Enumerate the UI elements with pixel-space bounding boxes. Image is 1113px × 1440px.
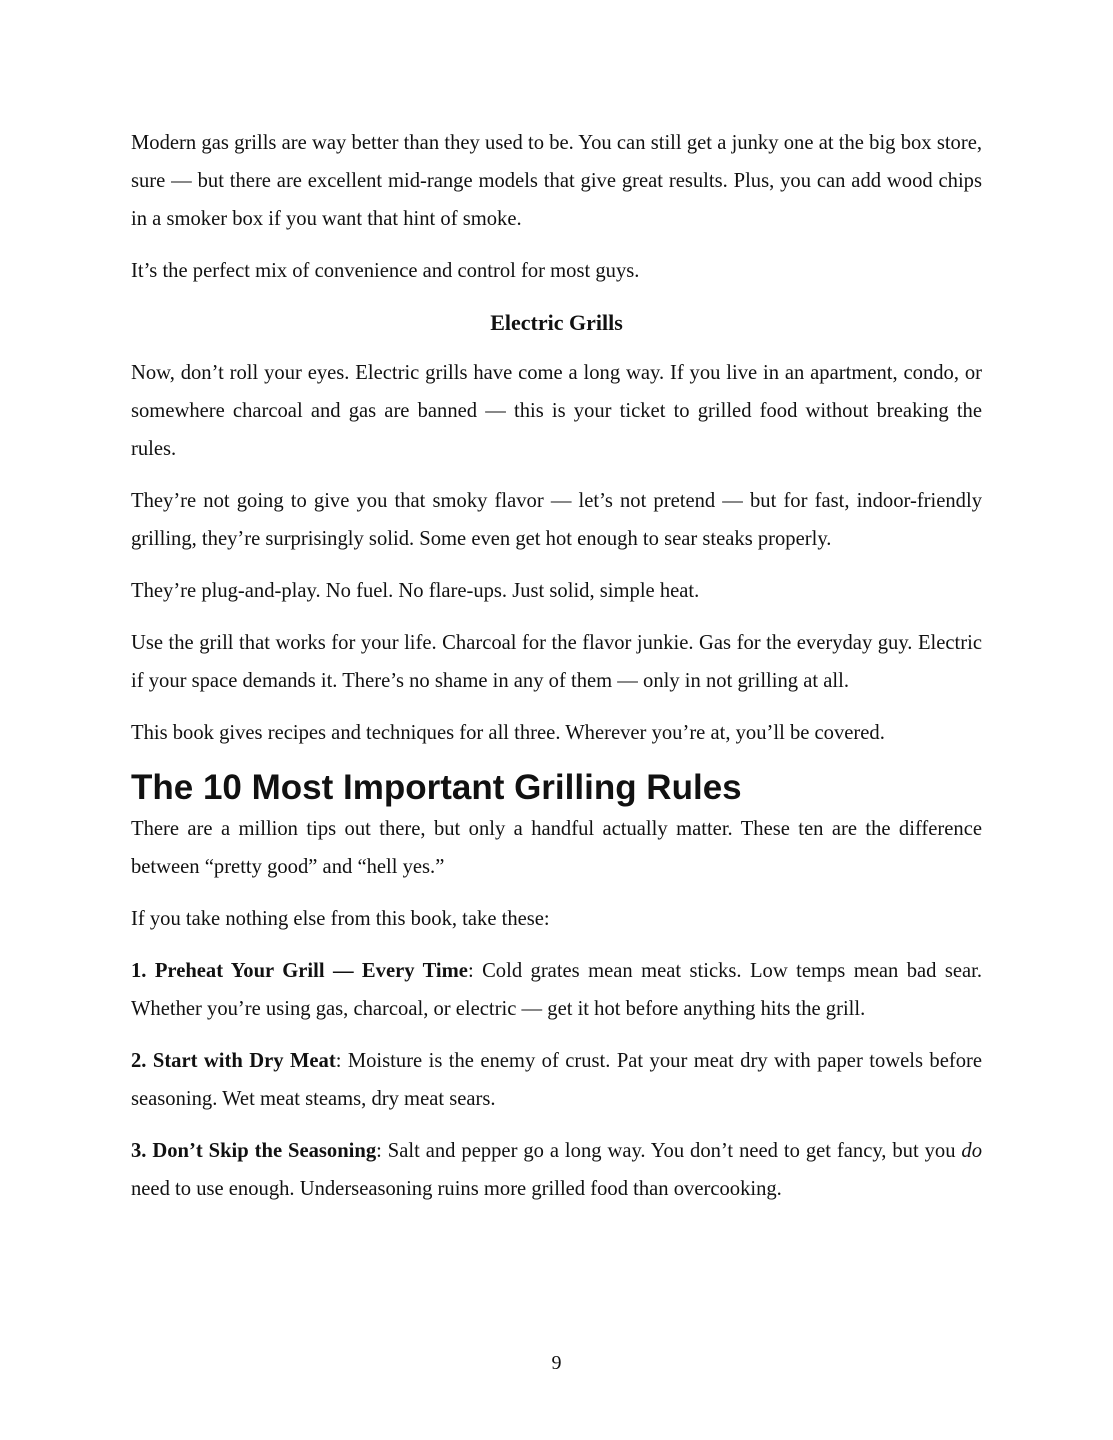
page-content bbox=[131, 124, 982, 1222]
rule-title-1: 1. Preheat Your Grill — Every Time bbox=[131, 960, 468, 982]
electric-paragraph-2: They’re not going to give you that smoky flavor — let’s not pretend — but for fast, indoor-friendly grilling, they’re surprisingly solid. Some even get hot enough to sear steaks properly. bbox=[131, 490, 982, 550]
electric-paragraph-5: This book gives recipes and techniques for all three. Wherever you’re at, you’ll be covered. bbox=[131, 722, 885, 744]
rule-title-3: 3. Don’t Skip the Seasoning bbox=[131, 1140, 377, 1162]
rule-text-2: : Moisture is the enemy of crust. Pat your meat dry with paper towels before seasoning. Wet meat steams, dry meat sears. bbox=[131, 1050, 983, 1110]
page-number: 9 bbox=[551, 1352, 562, 1374]
rule-item-1 bbox=[131, 952, 982, 1028]
intro-paragraph-2: It’s the perfect mix of convenience and control for most guys. bbox=[131, 260, 640, 282]
rule-title-2: 2. Start with Dry Meat bbox=[131, 1050, 336, 1072]
rule-item-3 bbox=[131, 1132, 982, 1208]
electric-grills-heading: Electric Grills bbox=[490, 310, 623, 335]
rule-emphasis-3: do bbox=[961, 1140, 982, 1162]
grilling-rules-heading: The 10 Most Important Grilling Rules bbox=[131, 768, 742, 807]
rule-item-2 bbox=[131, 1042, 982, 1118]
intro-paragraph-1: Modern gas grills are way better than they used to be. You can still get a junky one at the big box store, sure — but there are excellent mid-range models that give great results. Plus, you can add wood chips in a smoker box if you want that hint of smoke. bbox=[131, 132, 982, 230]
rule-text-1: : Cold grates mean meat sticks. Low temps mean bad sear. Whether you’re using gas, charcoal, or electric — get it hot before anything hits the grill. bbox=[131, 960, 982, 1020]
electric-paragraph-1: Now, don’t roll your eyes. Electric grills have come a long way. If you live in an apartment, condo, or somewhere charcoal and gas are banned — this is your ticket to grilled food without breaking the rules. bbox=[131, 362, 982, 460]
rules-intro-paragraph-1: There are a million tips out there, but only a handful actually matter. These ten are the difference between “pretty good” and “hell yes.” bbox=[131, 818, 982, 878]
electric-paragraph-3: They’re plug-and-play. No fuel. No flare-ups. Just solid, simple heat. bbox=[131, 580, 700, 602]
rules-intro-paragraph-2: If you take nothing else from this book, take these: bbox=[131, 908, 550, 930]
rule-text-3a: : Salt and pepper go a long way. You don’t need to get fancy, but you bbox=[376, 1140, 962, 1162]
rule-text-3b: need to use enough. Underseasoning ruins more grilled food than overcooking. bbox=[131, 1178, 782, 1200]
electric-paragraph-4: Use the grill that works for your life. Charcoal for the flavor junkie. Gas for the everyday guy. Electric if your space demands it. There’s no shame in any of them — only in not grilling at all. bbox=[131, 632, 982, 692]
